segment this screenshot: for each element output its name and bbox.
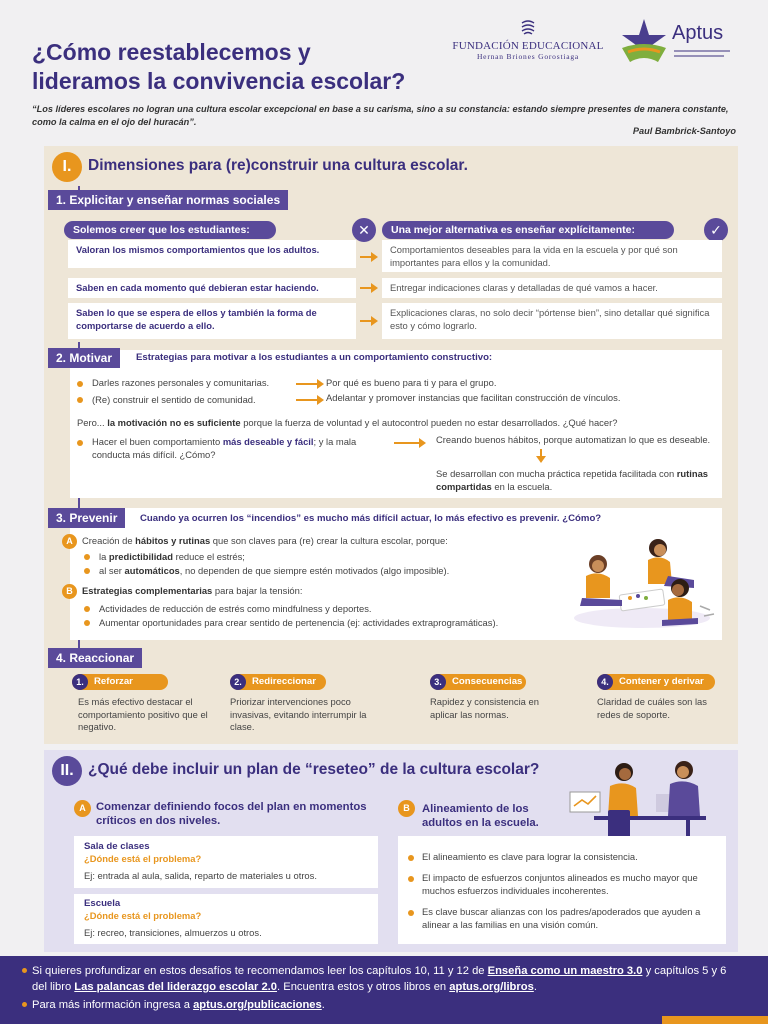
reaction-num: 3.: [430, 674, 446, 690]
a-rest: que son claves para (re) crear la cultura escolar, porque:: [212, 535, 448, 546]
books-site-link[interactable]: aptus.org/libros: [449, 981, 534, 993]
a2-lead: al ser: [99, 565, 122, 576]
reaction-pill-4: [597, 674, 715, 690]
students-illustration: [564, 526, 716, 630]
a1-emphasis: predictibilidad: [108, 551, 173, 562]
aptus-logo: [618, 16, 738, 66]
footer-text: y capítulos 5 y 6 del libro: [32, 965, 727, 993]
badge-a: A: [62, 534, 77, 549]
bullet-icon: [84, 606, 90, 612]
fundacion-logo: [448, 20, 608, 61]
book-link-2[interactable]: Las palancas del liderazgo escolar 2.0: [74, 981, 278, 993]
alignment-item-3: Es clave buscar alianzas con los padres/apoderados que ayuden a alinear a las familias en una visión común.: [422, 906, 701, 930]
b3r2-lead: Se desarrollan con mucha práctica repetida facilitada con: [436, 468, 675, 479]
b-rest: para bajar la tensión:: [214, 585, 303, 596]
arrow-down-icon: [540, 449, 542, 457]
arrow-right-icon: [360, 256, 372, 258]
belief-pill: Solemos creer que los estudiantes:: [64, 221, 276, 239]
arrow-right-icon: [296, 399, 318, 401]
footer-accent-strip: [662, 1016, 768, 1024]
reaction-text-4: Claridad de cuáles son las redes de soporte.: [597, 696, 707, 720]
aptus-tagline-line: [674, 55, 724, 57]
motivar-b1-result: Por qué es bueno para ti y para el grupo.: [326, 377, 497, 388]
reaction-label: Reforzar: [94, 676, 133, 687]
publications-link[interactable]: aptus.org/publicaciones: [193, 999, 322, 1011]
b-emphasis: Estrategias complementarias: [82, 585, 213, 596]
alignment-item-2: El impacto de esfuerzos conjuntos alineados es mucho mayor que muchos esfuerzos individuales incoherentes.: [422, 872, 698, 896]
footer: [0, 956, 768, 1024]
title-line-2: lideramos la convivencia escolar?: [32, 68, 406, 94]
prevenir-a: [82, 535, 448, 548]
subsection-3-header: 3. Prevenir: [48, 508, 125, 528]
alternative-row-3: Explicaciones claras, no solo decir “pórtense bien”, sino detallar qué significa esto y cómo lograrlo.: [382, 303, 722, 339]
fundacion-emblem-icon: [448, 20, 608, 40]
badge-b: B: [398, 800, 415, 817]
b3-emphasis: más deseable y fácil: [222, 436, 314, 447]
belief-row-2: Saben en cada momento qué debieran estar haciendo.: [68, 278, 356, 298]
alternative-row-1: Comportamientos deseables para la vida en la escuela y por qué son importantes para ellos y la comunidad.: [382, 240, 722, 272]
reaction-label: Consecuencias: [452, 676, 523, 687]
bullet-icon: [22, 1002, 27, 1007]
belief-row-1: Valoran los mismos comportamientos que los adultos.: [68, 240, 356, 268]
reaction-text-1: Es más efectivo destacar el comportamiento positivo que el negativo.: [78, 696, 208, 732]
pero-rest: porque la fuerza de voluntad y el autocontrol pueden no estar desarrollados. ¿Qué hacer?: [243, 417, 618, 428]
bullet-icon: [77, 381, 83, 387]
cross-icon: ✕: [352, 218, 376, 242]
motivar-b1: Darles razones personales y comunitarias.: [92, 377, 270, 388]
reaction-pill-2: [230, 674, 326, 690]
bullet-icon: [77, 397, 83, 403]
focus-box-school: [74, 894, 378, 944]
prevenir-b1: Actividades de reducción de estrés como mindfulness y deportes.: [99, 603, 372, 614]
b3r2-emphasis: rutinas compartidas: [436, 468, 709, 492]
footer-text: Para más información ingresa a: [32, 999, 190, 1011]
alternative-row-2: Entregar indicaciones claras y detalladas de qué vamos a hacer.: [382, 278, 722, 298]
section-dimensions: [44, 146, 738, 744]
prevenir-b2: Aumentar oportunidades para crear sentido de pertenencia (ej: actividades extraprogramáticas).: [99, 617, 499, 628]
a1-rest: reduce el estrés;: [175, 551, 245, 562]
section-1-title: Dimensiones para (re)construir una cultura escolar.: [88, 157, 468, 174]
bullet-icon: [22, 968, 27, 973]
quote-author: Paul Bambrick-Santoyo: [632, 126, 736, 136]
bullet-icon: [84, 554, 90, 560]
aptus-star-icon: [618, 18, 670, 64]
focus-box-classroom: [74, 836, 378, 888]
subsection-2-header: 2. Motivar: [48, 348, 120, 368]
motivar-b3: [92, 436, 392, 461]
footer-text: Si quieres profundizar en estos desafíos te recomendamos leer los capítulos 10, 11 y 12 de: [32, 965, 485, 977]
pero-lead: Pero...: [77, 417, 105, 428]
focus-box-title: Sala de clases: [84, 841, 150, 852]
section-badge-2: II.: [52, 756, 82, 786]
subsection-4-header: 4. Reaccionar: [48, 648, 142, 668]
bullet-icon: [408, 855, 414, 861]
alignment-box: [398, 836, 726, 944]
bullet-icon: [408, 910, 414, 916]
focus-box-title: Escuela: [84, 898, 121, 909]
fundacion-name: FUNDACIÓN EDUCACIONAL: [452, 40, 604, 52]
reaction-pill-1: [72, 674, 168, 690]
adults-meeting-illustration: [564, 754, 716, 838]
focus-box-question: ¿Dónde está el problema?: [84, 910, 202, 921]
belief-row-3: Saben lo que se espera de ellos y también la forma de comportarse de acuerdo a ello.: [68, 303, 356, 339]
badge-b: B: [62, 584, 77, 599]
focus-box-example: Ej: entrada al aula, salida, reparto de materiales u otros.: [84, 870, 317, 881]
section-plan: [44, 750, 738, 952]
aptus-wordmark: Aptus: [672, 22, 724, 44]
prevenir-b: [82, 585, 302, 598]
book-link-1[interactable]: Enseña como un maestro 3.0: [487, 965, 643, 977]
reaction-text-2: Priorizar intervenciones poco invasivas, evitando interrumpir la clase.: [230, 696, 367, 732]
section-badge-1: I.: [52, 152, 82, 182]
footer-more-info: [32, 997, 742, 1013]
subsection-1-header: 1. Explicitar y enseñar normas sociales: [48, 190, 288, 210]
arrow-right-icon: [360, 320, 372, 322]
aptus-tagline-line: [674, 50, 730, 52]
footer-recommendation: [32, 963, 742, 995]
badge-a: A: [74, 800, 91, 817]
title-line-1: ¿Cómo reestablecemos y: [32, 39, 311, 65]
plan-b-title: Alineamiento de los adultos en la escuela.: [422, 803, 539, 829]
a-lead: Creación de: [82, 535, 133, 546]
arrow-right-icon: [296, 383, 318, 385]
alternative-pill: Una mejor alternativa es enseñar explícitamente:: [382, 221, 674, 239]
a2-emphasis: automáticos: [124, 565, 180, 576]
footer-text: .: [321, 999, 325, 1011]
prevenir-a2: [99, 565, 449, 578]
bullet-icon: [408, 876, 414, 882]
pero-emphasis: la motivación no es suficiente: [107, 417, 241, 428]
reaction-num: 4.: [597, 674, 613, 690]
check-icon: ✓: [704, 218, 728, 242]
bullet-icon: [84, 620, 90, 626]
bullet-icon: [77, 440, 83, 446]
fundacion-subname: Hernan Briones Gorostiaga: [476, 52, 580, 61]
prevenir-a1: [99, 551, 245, 564]
arrow-right-icon: [394, 442, 420, 444]
motivar-b2: (Re) construir el sentido de comunidad.: [92, 394, 256, 405]
a1-lead: la: [99, 551, 107, 562]
motivar-b2-result: Adelantar y promover instancias que facilitan construcción de vínculos.: [326, 392, 621, 403]
footer-text: . Encuentra estos y otros libros en: [277, 981, 447, 993]
reaction-num: 1.: [72, 674, 88, 690]
intro-quote: “Los líderes escolares no logran una cultura escolar excepcional en base a su carisma, sino a su constancia: estando siempre presentes de manera constante, como la calma en el ojo del huracán”.: [32, 104, 729, 127]
reaction-num: 2.: [230, 674, 246, 690]
arrow-right-icon: [360, 287, 372, 289]
a-emphasis: hábitos y rutinas: [135, 535, 211, 546]
a2-rest: , no dependen de que siempre estén motivados (algo imposible).: [179, 565, 450, 576]
prevenir-subtitle: Cuando ya ocurren los “incendios” es mucho más difícil actuar, lo más efectivo es prevenir. ¿Cómo?: [140, 513, 602, 524]
reaction-label: Redireccionar: [252, 676, 316, 687]
focus-box-example: Ej: recreo, transiciones, almuerzos u otros.: [84, 927, 262, 938]
plan-a-title: Comenzar definiendo focos del plan en momentos críticos en dos niveles.: [96, 801, 367, 827]
b3-lead: Hacer el buen comportamiento: [92, 436, 221, 447]
motivar-subtitle: Estrategias para motivar a los estudiantes a un comportamiento constructivo:: [136, 352, 493, 363]
b3-rest: ; y la mala conducta más difícil. ¿Cómo?: [92, 436, 357, 460]
bullet-icon: [84, 568, 90, 574]
focus-box-question: ¿Dónde está el problema?: [84, 853, 202, 864]
motivar-pero: [77, 417, 717, 430]
reaction-pill-3: [430, 674, 526, 690]
motivar-b3-result: Creando buenos hábitos, porque automatizan lo que es deseable.: [436, 434, 711, 445]
reaction-text-3: Rapidez y consistencia en aplicar las normas.: [430, 696, 539, 720]
section-2-title: ¿Qué debe incluir un plan de “reseteo” de la cultura escolar?: [88, 761, 540, 778]
motivar-b3-result-2: [436, 468, 720, 493]
reaction-label: Contener y derivar: [619, 676, 704, 687]
footer-text: .: [533, 981, 537, 993]
page-title: [32, 38, 452, 96]
alignment-item-1: El alineamiento es clave para lograr la consistencia.: [422, 851, 638, 862]
content-area: [12, 0, 756, 1024]
b3r2-rest: en la escuela.: [494, 480, 553, 492]
